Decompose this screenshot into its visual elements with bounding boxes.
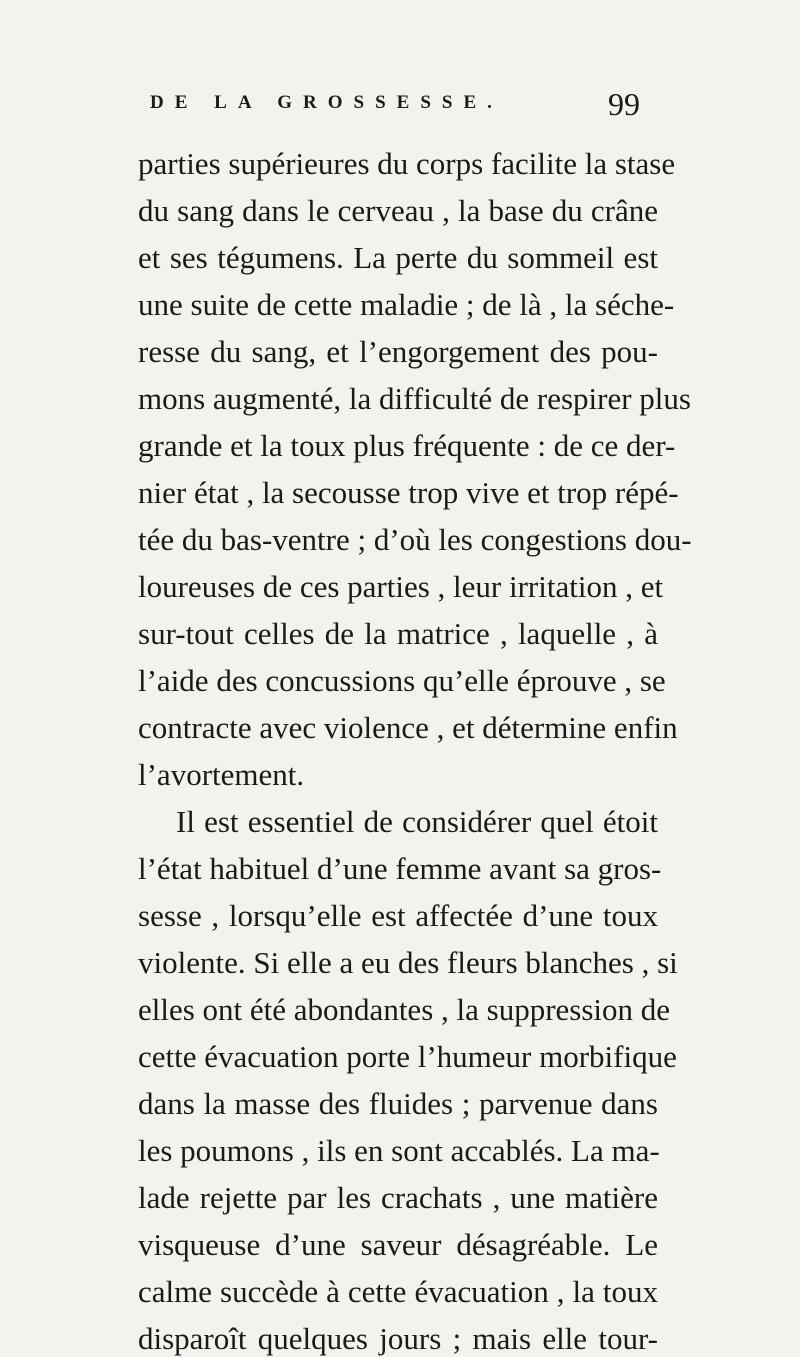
text-line: contracte avec violence , et détermine enfin: [138, 710, 678, 745]
text-line: les poumons , ils en sont accablés. La ma-: [138, 1133, 660, 1168]
text-line: dans la masse des fluides ; parvenue dans: [138, 1086, 658, 1121]
page-number: 99: [608, 86, 640, 122]
text-line: nier état , la secousse trop vive et trop répé-: [138, 475, 679, 510]
text-line: sesse , lorsqu’elle est affectée d’une toux: [138, 898, 658, 933]
text-line: calme succède à cette évacuation , la toux: [138, 1274, 658, 1309]
text-line: violente. Si elle a eu des fleurs blanches , si: [138, 945, 678, 980]
text-line: et ses tégumens. La perte du sommeil est: [138, 240, 658, 275]
text-line: sur-tout celles de la matrice , laquelle , à: [138, 616, 658, 651]
text-line: l’état habituel d’une femme avant sa gros-: [138, 851, 662, 886]
text-line: parties supérieures du corps facilite la stase: [138, 146, 676, 181]
text-line: cette évacuation porte l’humeur morbifique: [138, 1039, 677, 1074]
text-line: visqueuse d’une saveur désagréable. Le: [138, 1227, 658, 1262]
text-line: elles ont été abondantes , la suppression de: [138, 992, 671, 1027]
text-line: l’aide des concussions qu’elle éprouve , se: [138, 663, 666, 698]
text-line: disparoît quelques jours ; mais elle tour-: [138, 1321, 658, 1356]
text-line: resse du sang, et l’engorgement des pou-: [138, 334, 658, 369]
text-line: mons augmenté, la difficulté de respirer plus: [138, 381, 691, 416]
text-line: tée du bas-ventre ; d’où les congestions dou-: [138, 522, 692, 557]
text-line: l’avortement.: [138, 757, 305, 792]
text-line: du sang dans le cerveau , la base du crâne: [138, 193, 658, 228]
text-line: grande et la toux plus fréquente : de ce der-: [138, 428, 676, 463]
text-line: loureuses de ces parties , leur irritation , et: [138, 569, 664, 604]
running-title: DE LA GROSSESSE.: [150, 92, 503, 113]
text-line: lade rejette par les crachats , une matière: [138, 1180, 658, 1215]
text-line: une suite de cette maladie ; de là , la séche-: [138, 287, 675, 322]
text-line: Il est essentiel de considérer quel étoit: [176, 804, 658, 839]
